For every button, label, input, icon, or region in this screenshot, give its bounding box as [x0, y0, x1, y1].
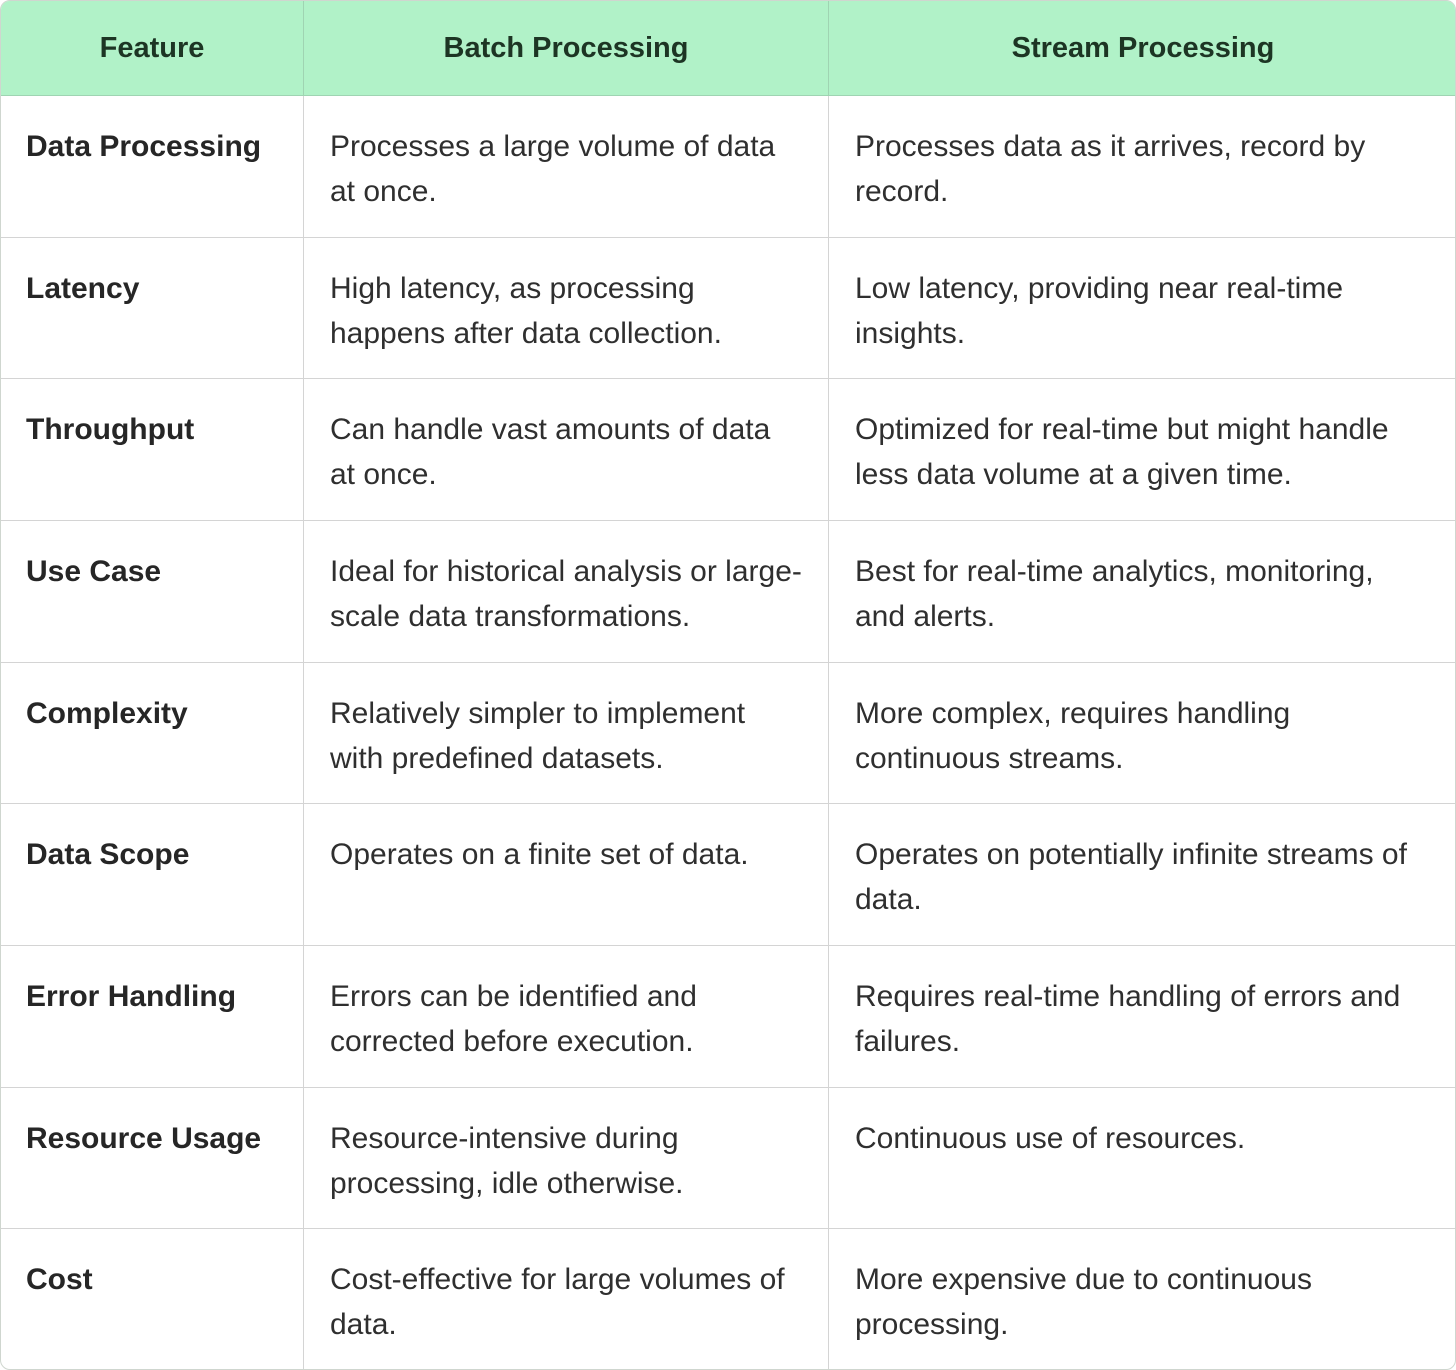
row-feature-latency: Latency: [1, 238, 304, 380]
row-batch-cost: Cost-effective for large volumes of data.: [304, 1229, 829, 1370]
row-stream-error-handling: Requires real-time handling of errors and failures.: [829, 946, 1456, 1088]
header-feature: Feature: [1, 1, 304, 96]
row-batch-data-scope: Operates on a finite set of data.: [304, 804, 829, 946]
row-stream-throughput: Optimized for real-time but might handle less data volume at a given time.: [829, 379, 1456, 521]
row-feature-error-handling: Error Handling: [1, 946, 304, 1088]
row-stream-latency: Low latency, providing near real-time insights.: [829, 238, 1456, 380]
row-batch-resource-usage: Resource-intensive during processing, idle otherwise.: [304, 1088, 829, 1230]
row-feature-resource-usage: Resource Usage: [1, 1088, 304, 1230]
row-feature-data-processing: Data Processing: [1, 96, 304, 238]
row-feature-data-scope: Data Scope: [1, 804, 304, 946]
header-batch-processing: Batch Processing: [304, 1, 829, 96]
row-stream-data-scope: Operates on potentially infinite streams of data.: [829, 804, 1456, 946]
row-batch-error-handling: Errors can be identified and corrected before execution.: [304, 946, 829, 1088]
row-stream-data-processing: Processes data as it arrives, record by record.: [829, 96, 1456, 238]
row-batch-data-processing: Processes a large volume of data at once.: [304, 96, 829, 238]
row-batch-latency: High latency, as processing happens after data collection.: [304, 238, 829, 380]
row-stream-resource-usage: Continuous use of resources.: [829, 1088, 1456, 1230]
row-stream-use-case: Best for real-time analytics, monitoring, and alerts.: [829, 521, 1456, 663]
header-stream-processing: Stream Processing: [829, 1, 1456, 96]
row-batch-use-case: Ideal for historical analysis or large-scale data transformations.: [304, 521, 829, 663]
row-stream-cost: More expensive due to continuous processing.: [855, 1263, 1312, 1342]
row-batch-complexity: Relatively simpler to implement with predefined datasets.: [304, 663, 829, 805]
row-feature-use-case: Use Case: [1, 521, 304, 663]
row-feature-throughput: Throughput: [1, 379, 304, 521]
row-feature-cost: Cost: [1, 1229, 304, 1370]
row-batch-throughput: Can handle vast amounts of data at once.: [304, 379, 829, 521]
row-stream-complexity: More complex, requires handling continuous streams.: [829, 663, 1456, 805]
row-feature-complexity: Complexity: [1, 663, 304, 805]
